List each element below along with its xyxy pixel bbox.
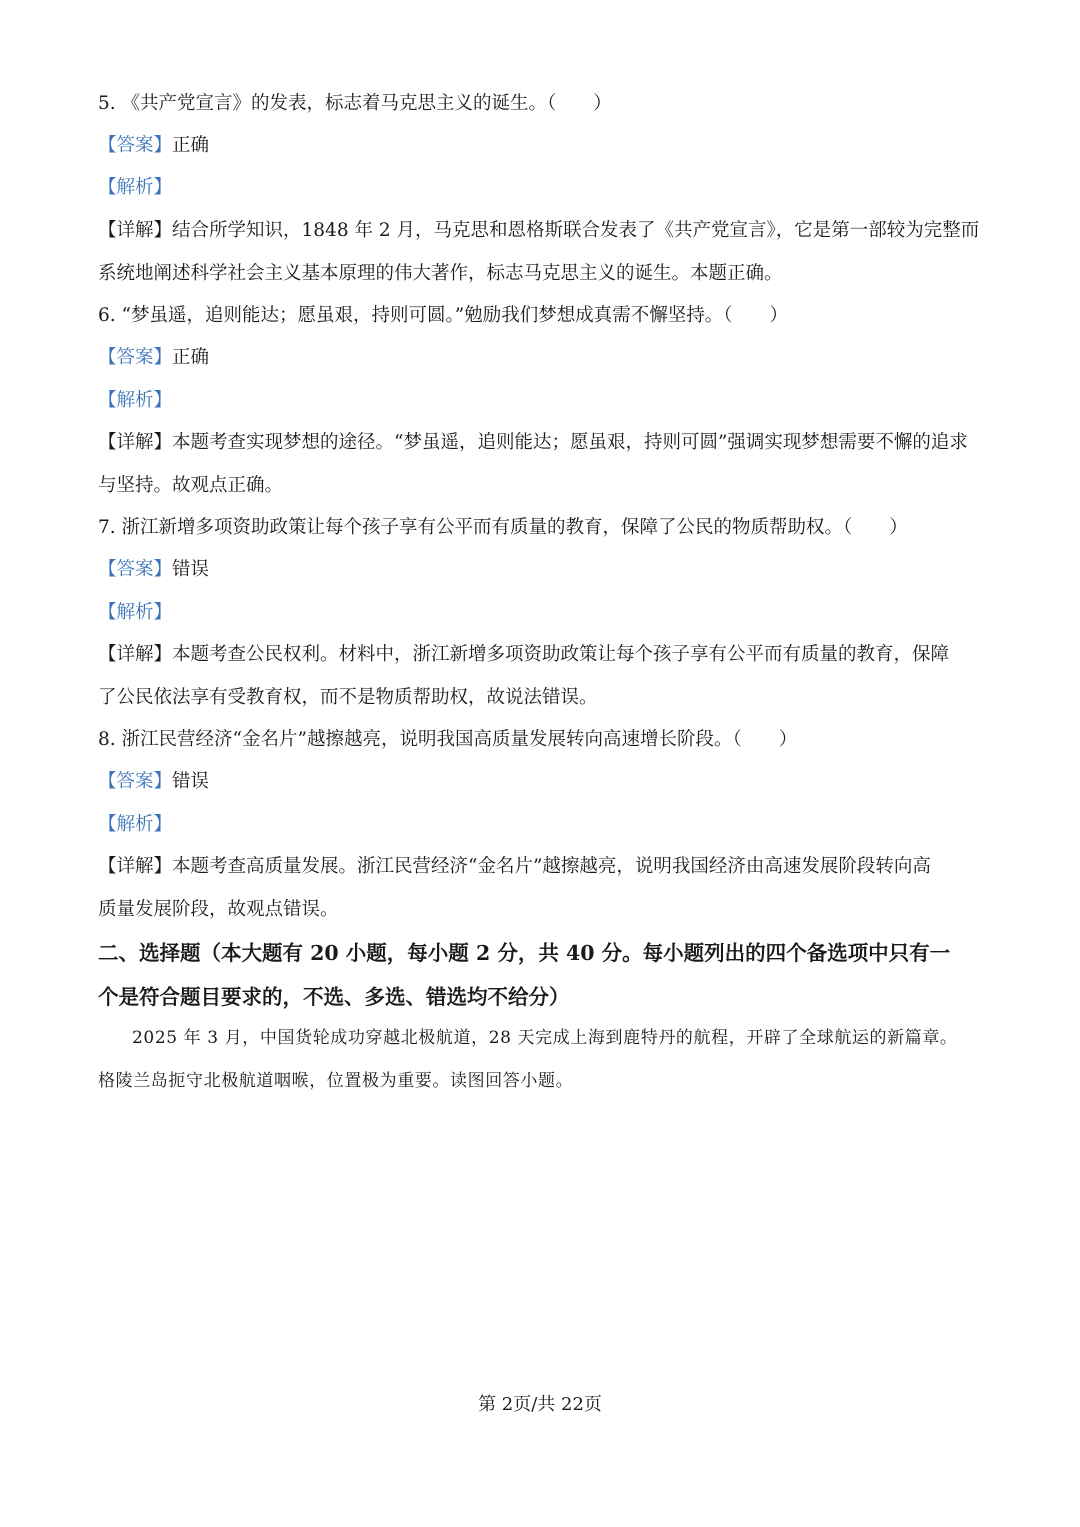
document-page [98,0,984,1527]
detail-tag: 【详解】 [98,432,173,453]
answer-tag: 【答案】 [98,135,173,156]
question-8-stem: 8. 浙江民营经济“金名片”越擦越亮，说明我国高质量发展转向高速增长阶段。（ ） [98,729,798,750]
detail-text: 本题考查公民权利。材料中，浙江新增多项资助政策让每个孩子享有公平而有质量的教育，保障 [172,644,950,665]
question-5-stem: 5. 《共产党宣言》的发表，标志着马克思主义的诞生。（ ） [98,93,612,114]
answer-tag: 【答案】 [98,771,173,792]
question-7-detail-line-2: 了公民依法享有受教育权，而不是物质帮助权，故说法错误。 [98,687,598,708]
answer-tag: 【答案】 [98,559,173,580]
question-7-stem: 7. 浙江新增多项资助政策让每个孩子享有公平而有质量的教育，保障了公民的物质帮助权。（ ） [98,517,908,538]
detail-text: 本题考查实现梦想的途径。“梦虽遥，追则能达；愿虽艰，持则可圆”强调实现梦想需要不懈的追求 [172,432,968,453]
detail-text: 结合所学知识，1848 年 2 月，马克思和恩格斯联合发表了《共产党宣言》，它是第一部较为完整而 [172,220,980,241]
detail-tag: 【详解】 [98,644,173,665]
answer-value: 正确 [172,347,210,368]
material-line-2: 格陵兰岛扼守北极航道咽喉，位置极为重要。读图回答小题。 [98,1071,574,1091]
question-7-analysis [98,600,172,626]
analysis-tag: 【解析】 [98,814,173,835]
detail-text: 本题考查高质量发展。浙江民营经济“金名片”越擦越亮，说明我国经济由高速发展阶段转向高 [172,856,931,877]
question-6-analysis [98,388,172,414]
question-8-answer [98,769,209,795]
material-line-1: 2025 年 3 月，中国货轮成功穿越北极航道，28 天完成上海到鹿特丹的航程，开辟了全球航运的新篇章。 [132,1028,958,1048]
question-7-detail-line-1 [98,642,949,668]
question-8-analysis [98,812,172,838]
question-5-answer [98,133,209,159]
detail-tag: 【详解】 [98,220,173,241]
analysis-tag: 【解析】 [98,602,173,623]
question-5-detail-line-2: 系统地阐述科学社会主义基本原理的伟大著作，标志马克思主义的诞生。本题正确。 [98,263,783,284]
page-footer: 第 2页/共 22页 [478,1394,602,1415]
analysis-tag: 【解析】 [98,390,173,411]
question-5-analysis [98,175,172,201]
question-6-stem: 6. “梦虽遥，追则能达；愿虽艰，持则可圆。”勉励我们梦想成真需不懈坚持。（ ） [98,305,788,326]
answer-value: 错误 [172,559,210,580]
question-8-detail-line-1 [98,854,931,880]
detail-tag: 【详解】 [98,856,173,877]
analysis-tag: 【解析】 [98,177,173,198]
question-8-detail-line-2: 质量发展阶段，故观点错误。 [98,899,339,920]
answer-tag: 【答案】 [98,347,173,368]
section-title-line-1: 二、选择题（本大题有 20 小题，每小题 2 分，共 40 分。每小题列出的四个备选项中只有一 [98,941,951,965]
question-7-answer [98,557,209,583]
question-5-detail-line-1 [98,218,979,244]
question-6-detail-line-1 [98,430,968,456]
section-title-line-2: 个是符合题目要求的，不选、多选、错选均不给分） [98,985,570,1009]
question-6-answer [98,345,209,371]
question-6-detail-line-2: 与坚持。故观点正确。 [98,475,284,496]
answer-value: 错误 [172,771,210,792]
answer-value: 正确 [172,135,210,156]
